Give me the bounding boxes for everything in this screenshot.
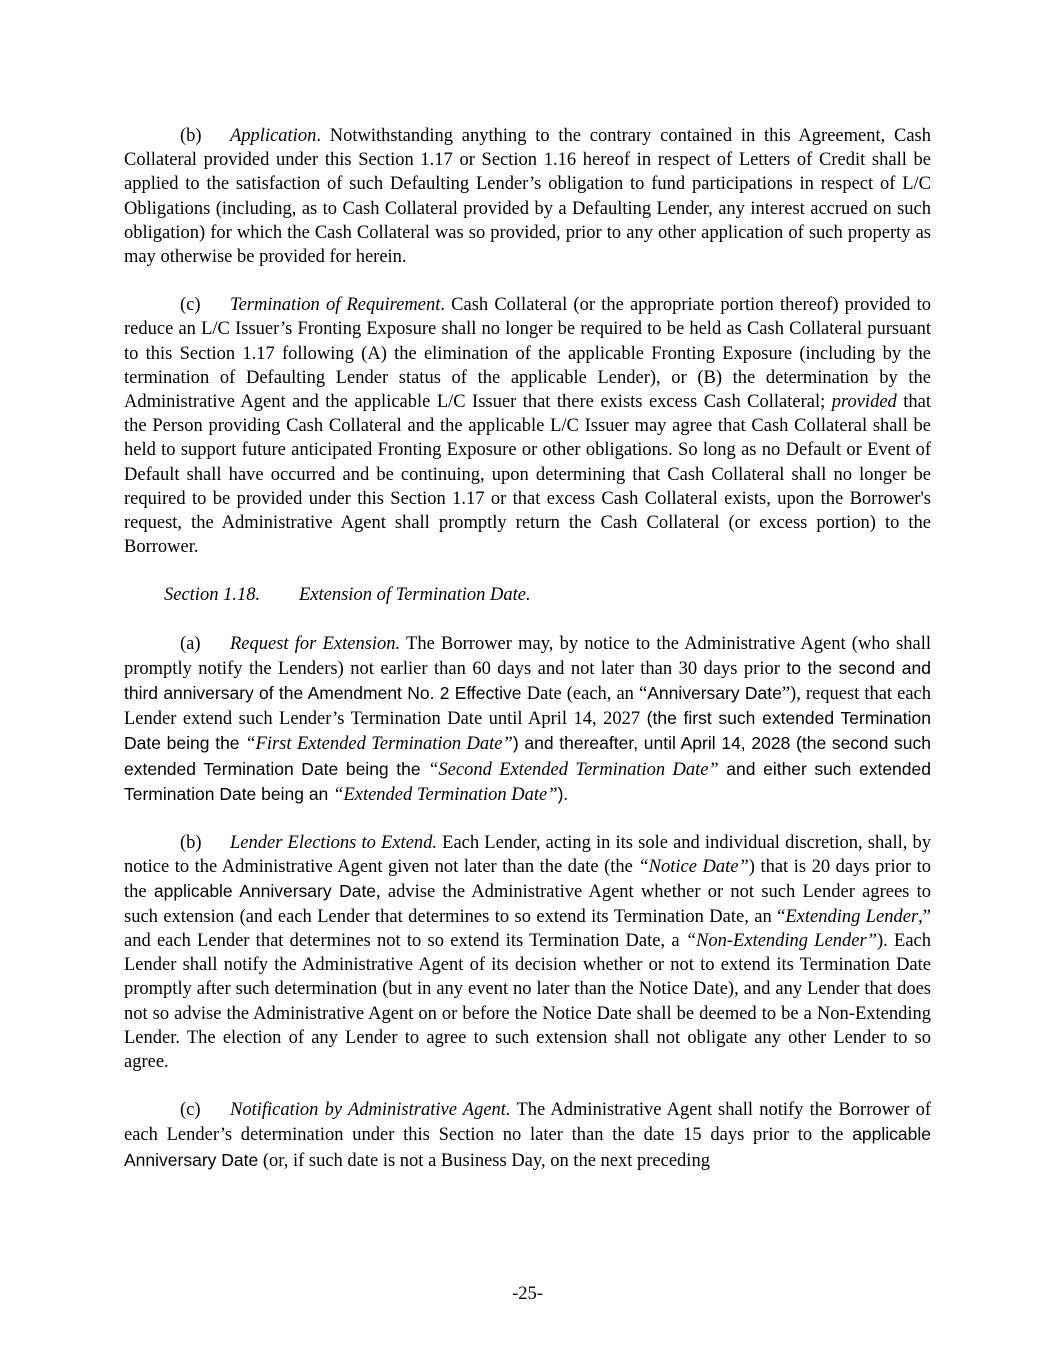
defined-term: “Extended Termination Date”	[333, 784, 558, 805]
paragraph-lender-elections	[124, 831, 931, 1074]
paragraph-text: The Borrower may, by notice to the Administrative Agent (who shall promptly notify the Lenders) not earlier than 60 days and not later than 30 days prior	[124, 633, 931, 679]
paragraph-number: (b)	[180, 126, 202, 146]
inserted-text: )	[557, 783, 564, 804]
paragraph-text: ). Each Lender shall notify the Administrative Agent of its decision whether or not to extend its Termination Date promptly after such determination (but in any event no later than the Notice Date), and any Lender that does not so advise the Administrative Agent on or before the Notice Date shall be deemed to be a Non-Extending Lender. The election of any Lender to agree to such extension shall not obligate any other Lender to so agree.	[124, 930, 931, 1072]
paragraph-notification	[124, 1098, 931, 1173]
paragraph-heading: Termination of Requirement	[230, 295, 441, 316]
paragraph-heading: Lender Elections to Extend.	[230, 833, 438, 854]
defined-term: “Notice Date”	[638, 857, 749, 878]
provided-term: provided	[831, 392, 897, 413]
page-number: -25-	[512, 1284, 543, 1304]
inserted-text: (the first such extended Termination Date being the	[124, 708, 931, 754]
paragraph-heading: Application	[230, 126, 317, 146]
document-body	[124, 124, 931, 1197]
inserted-text: applicable Anniversary Date	[124, 1124, 931, 1170]
paragraph-text: , advise the Administrative Agent whether or not such Lender agrees to such extension (and each Lender that determines to so extend its Termination Date, an “	[124, 882, 931, 927]
section-number: Section 1.18.	[164, 585, 261, 606]
paragraph-text: .	[563, 784, 569, 805]
defined-term: Extending Lender	[785, 906, 919, 927]
paragraph-number: (a)	[180, 633, 201, 654]
inserted-text: to the second and third anniversary of the Amendment No. 2 Effective	[124, 657, 931, 704]
paragraph-text: ”), request that each Lender extend such Lender’s Termination Date until April 14, 2027	[124, 684, 931, 730]
paragraph-heading: Request for Extension.	[230, 633, 401, 654]
defined-term: “First Extended Termination Date”	[245, 734, 513, 755]
inserted-text: and either such extended Termination Date being an	[124, 758, 931, 804]
paragraph-heading: Notification by Administrative Agent.	[230, 1100, 511, 1121]
inserted-text: applicable Anniversary Date	[153, 881, 377, 902]
section-title: Extension of Termination Date.	[299, 585, 531, 606]
inserted-text: Anniversary Date	[647, 683, 782, 704]
paragraph-text: ) that is 20 days prior to the	[124, 857, 931, 903]
defined-term: “Second Extended Termination Date”	[428, 759, 719, 780]
paragraph-text: Date (each, an “	[526, 684, 648, 705]
paragraph-text: . Notwithstanding anything to the contrary contained in this Agreement, Cash Collateral provided under this Section 1.17 or Section 1.16 hereof in respect of Letters of Credit shall be applied to the satisfaction of such Defaulting Lender’s obligation to fund participations in respect of L/C Obligations (including, as to Cash Collateral provided by a Defaulting Lender, any interest accrued on such obligation) for which the Cash Collateral was so provided, prior to any other application of such property as may otherwise be provided for herein.	[124, 126, 931, 268]
paragraph-termination-of-requirement	[124, 293, 931, 559]
paragraph-application	[124, 124, 931, 269]
paragraph-text: (or, if such date is not a Business Day, on the next preceding	[258, 1150, 710, 1171]
paragraph-text: Each Lender, acting in its sole and individual discretion, shall, by notice to the Administrative Agent given not later than the date (the	[124, 833, 931, 878]
paragraph-number: (c)	[180, 1100, 201, 1121]
paragraph-text: that the Person providing Cash Collateral and the applicable L/C Issuer may agree that Cash Collateral shall be held to support future anticipated Fronting Exposure or other obligations. So long as no Default or Event of Default shall have occurred and be continuing, upon determining that Cash Collateral shall no longer be required to be provided under this Section 1.17 or that excess Cash Collateral exists, upon the Borrower's request, the Administrative Agent shall promptly return the Cash Collateral (or excess portion) to the Borrower.	[124, 392, 931, 558]
paragraph-request-for-extension	[124, 632, 931, 807]
paragraph-text: . Cash Collateral (or the appropriate portion thereof) provided to reduce an L/C Issuer’s Fronting Exposure shall no longer be required to be held as Cash Collateral pursuant to this Section 1.17 following (A) the elimination of the applicable Fronting Exposure (including by the termination of Defaulting Lender status of the applicable Lender), or (B) the determination by the Administrative Agent and the applicable L/C Issuer that there exists excess Cash Collateral;	[124, 295, 931, 413]
paragraph-number: (c)	[180, 295, 201, 316]
paragraph-text: The Administrative Agent shall notify the Borrower of each Lender’s determination under this Section no later than the date 15 days prior to the	[124, 1100, 931, 1146]
section-heading	[164, 583, 931, 607]
defined-term: “Non-Extending Lender”	[685, 930, 877, 951]
paragraph-text: ,” and each Lender that determines not to so extend its Termination Date, a	[124, 906, 931, 951]
paragraph-number: (b)	[180, 833, 202, 854]
inserted-text: ) and thereafter, until April 14, 2028 (the second such extended Termination Date being the	[124, 733, 932, 779]
